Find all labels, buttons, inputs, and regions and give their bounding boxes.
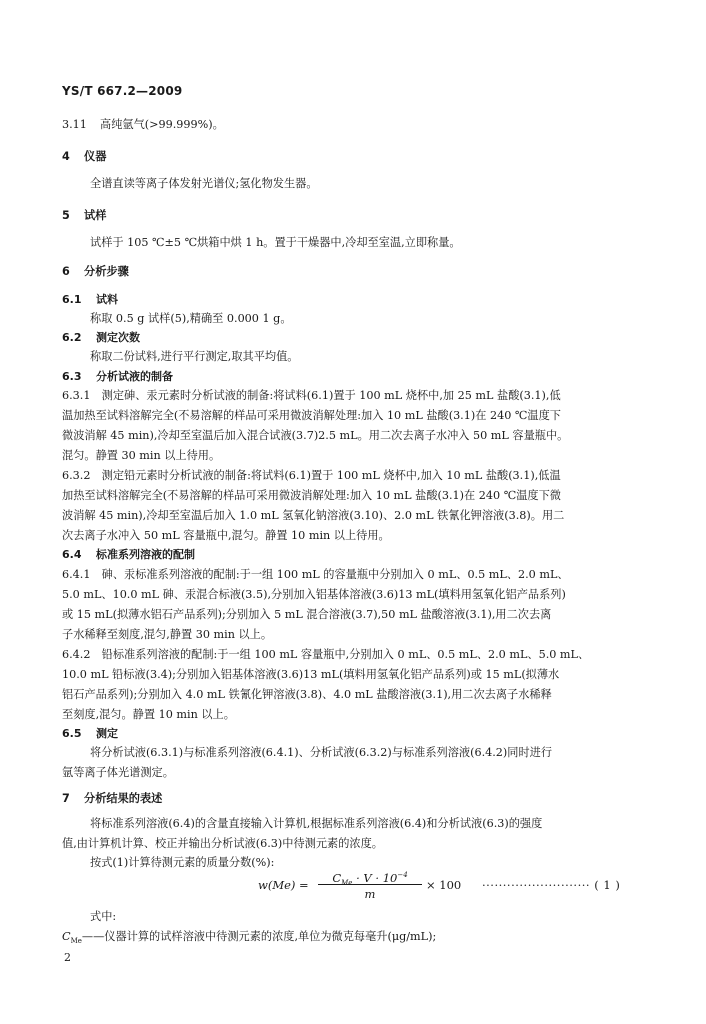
clause-number: 6.5: [62, 727, 82, 740]
formula-1: [258, 867, 638, 907]
symbol-c: C: [332, 870, 342, 885]
clause-title: 测定次数: [96, 331, 140, 344]
clause-6-2-heading: [62, 331, 140, 345]
formula-multiplier: × 100: [426, 878, 462, 892]
section-title: 分析结果的表述: [84, 792, 163, 805]
formula-fraction: [318, 867, 422, 902]
paragraph-line: 铝石产品系列);分别加入 4.0 mL 铁氰化钾溶液(3.8)、4.0 mL 盐酸溶液(3.1),用二次去离子水稀释: [62, 688, 552, 701]
paragraph-line: 加热至试料溶解完全(不易溶解的样品可采用微波消解处理:加入 10 mL 盐酸(3.1)在 240 ℃温度下微: [62, 489, 561, 502]
numerator-rest: · V · 10: [352, 870, 398, 885]
paragraph-line: 将标准系列溶液(6.4)的含量直接输入计算机,根据标准系列溶液(6.4)和分析试液(6.3)的强度: [90, 817, 543, 830]
paragraph-line: 按式(1)计算待测元素的质量分数(%):: [90, 856, 275, 869]
definition-symbol: C: [62, 930, 71, 943]
clause-6-3-heading: [62, 370, 173, 384]
clause-number: 6.4: [62, 548, 82, 561]
paragraph-line: 子水稀释至刻度,混匀,静置 30 min 以上。: [62, 628, 273, 641]
where-label: 式中:: [90, 910, 117, 923]
clause-number: 3.11: [62, 118, 87, 131]
paragraph-line: 值,由计算机计算、校正并输出分析试液(6.3)中待测元素的浓度。: [62, 837, 383, 850]
paragraph-line: 至刻度,混匀。静置 10 min 以上。: [62, 708, 235, 721]
paragraph-line: 将分析试液(6.3.1)与标准系列溶液(6.4.1)、分析试液(6.3.2)与标准系列溶液(6.4.2)同时进行: [90, 746, 553, 759]
clause-6-2-body: 称取二份试料,进行平行测定,取其平均值。: [90, 350, 299, 363]
symbol-subscript: Me: [341, 879, 353, 888]
section-5-body: 试样于 105 ℃±5 ℃烘箱中烘 1 h。置于干燥器中,冷却至室温,立即称量。: [90, 236, 461, 249]
section-7-heading: [62, 792, 162, 806]
page-number: 2: [64, 951, 71, 964]
section-number: 5: [62, 209, 70, 222]
clause-number: 6.1: [62, 293, 82, 306]
clause-6-1-body: 称取 0.5 g 试样(5),精确至 0.000 1 g。: [90, 312, 292, 325]
clause-title: 标准系列溶液的配制: [96, 548, 195, 561]
paragraph-line: 波消解 45 min),冷却至室温后加入 1.0 mL 氢氧化钠溶液(3.10)、2.0 mL 铁氰化钾溶液(3.8)。用二: [62, 509, 565, 522]
clause-title: 试料: [96, 293, 118, 306]
paragraph-line: 氩等离子体光谱测定。: [62, 766, 174, 779]
paragraph-line: 5.0 mL、10.0 mL 砷、汞混合标液(3.5),分别加入铝基体溶液(3.6)13 mL(填料用氢氧化铝产品系列): [62, 588, 566, 601]
section-6-heading: [62, 265, 129, 279]
paragraph-line: 或 15 mL(拟薄水铝石产品系列);分别加入 5 mL 混合溶液(3.7),50 mL 盐酸溶液(3.1),用二次去离: [62, 608, 552, 621]
formula-denominator: m: [364, 887, 376, 901]
paragraph-line: 微波消解 45 min),冷却至室温后加入混合试液(3.7)2.5 mL。用二次去离子水冲入 50 mL 容量瓶中。: [62, 429, 569, 442]
section-4-heading: [62, 150, 106, 164]
paragraph-line: 6.3.2 测定铅元素时分析试液的制备:将试料(6.1)置于 100 mL 烧杯中,加入 10 mL 盐酸(3.1),低温: [62, 469, 561, 482]
clause-title: 测定: [96, 727, 118, 740]
section-number: 6: [62, 265, 70, 278]
section-title: 仪器: [84, 150, 107, 163]
formula-lhs: w(Me) =: [258, 878, 309, 892]
section-number: 7: [62, 792, 70, 805]
clause-6-4-heading: [62, 548, 195, 562]
standard-number-header: YS/T 667.2—2009: [62, 84, 183, 98]
paragraph-line: 10.0 mL 铅标液(3.4);分别加入铝基体溶液(3.6)13 mL(填料用氢氧化铝产品系列)或 15 mL(拟薄水: [62, 668, 560, 681]
formula-numerator: [318, 867, 422, 888]
section-title: 分析步骤: [84, 265, 129, 278]
definition-subscript: Me: [70, 937, 82, 946]
paragraph-line: 6.4.1 砷、汞标准系列溶液的配制:于一组 100 mL 的容量瓶中分别加入 0 mL、0.5 mL、2.0 mL、: [62, 568, 569, 581]
paragraph-line: 混匀。静置 30 min 以上待用。: [62, 449, 221, 462]
paragraph-line: 温加热至试料溶解完全(不易溶解的样品可采用微波消解处理:加入 10 mL 盐酸(3.1)在 240 ℃温度下: [62, 409, 561, 422]
paragraph-line: 次去离子水冲入 50 mL 容量瓶中,混匀。静置 10 min 以上待用。: [62, 529, 390, 542]
section-5-heading: [62, 209, 106, 223]
clause-number: 6.3: [62, 370, 82, 383]
section-title: 试样: [84, 209, 107, 222]
clause-6-5-heading: [62, 727, 118, 741]
clause-3-11: [62, 118, 224, 132]
paragraph-line: 6.3.1 测定砷、汞元素时分析试液的制备:将试料(6.1)置于 100 mL 烧杯中,加 25 mL 盐酸(3.1),低: [62, 389, 561, 402]
definition-c-me: [62, 930, 436, 948]
clause-number: 6.2: [62, 331, 82, 344]
clause-text: 高纯氩气(>99.999%)。: [100, 118, 224, 131]
section-4-body: 全谱直读等离子体发射光谱仪;氢化物发生器。: [90, 177, 318, 190]
definition-text: ——仪器计算的试样溶液中待测元素的浓度,单位为微克每毫升(μg/mL);: [81, 930, 437, 943]
exponent: −4: [397, 871, 408, 879]
formula-number: ·························· ( 1 ): [482, 878, 621, 892]
clause-6-1-heading: [62, 293, 118, 307]
section-number: 4: [62, 150, 70, 163]
paragraph-line: 6.4.2 铅标准系列溶液的配制:于一组 100 mL 容量瓶中,分别加入 0 mL、0.5 mL、2.0 mL、5.0 mL、: [62, 648, 590, 661]
clause-title: 分析试液的制备: [96, 370, 173, 383]
